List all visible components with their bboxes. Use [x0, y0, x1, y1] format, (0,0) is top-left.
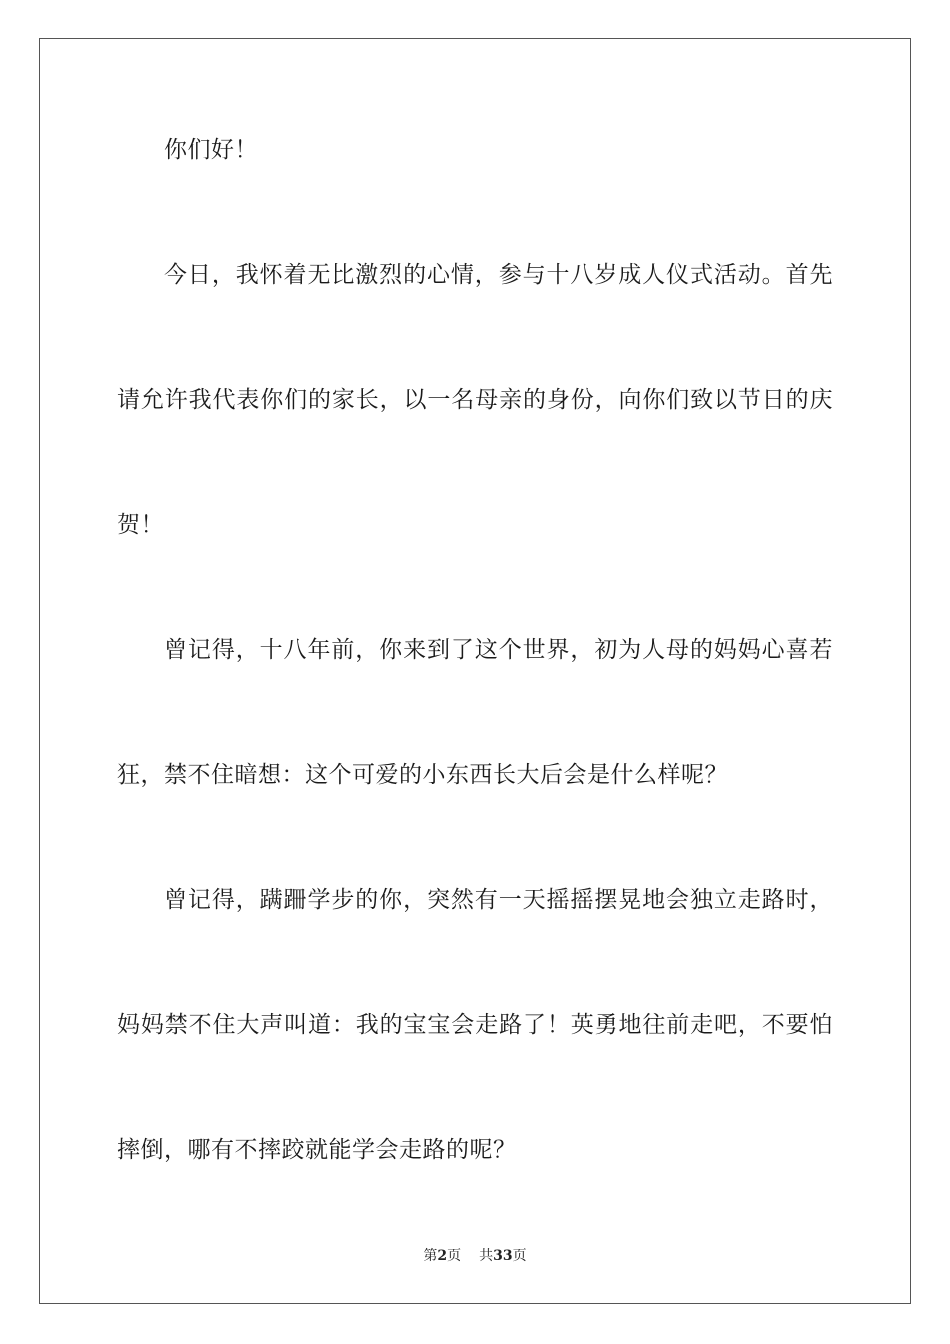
paragraph-3-line-3: 摔倒，哪有不摔跤就能学会走路的呢？ — [117, 1137, 517, 1163]
paragraph-1-line-3: 贺！ — [117, 512, 164, 538]
total-prefix: 共 — [479, 1248, 494, 1264]
paragraph-3-line-2: 妈妈禁不住大声叫道：我的宝宝会走路了！英勇地往前走吧，不要怕 — [117, 1012, 833, 1038]
page-suffix: 页 — [447, 1248, 462, 1264]
paragraph-2-line-1: 曾记得，十八年前，你来到了这个世界，初为人母的妈妈心喜若 — [164, 637, 833, 663]
page-border — [39, 38, 911, 1304]
greeting-line: 你们好！ — [164, 137, 258, 163]
paragraph-3-line-1: 曾记得，蹒跚学步的你，突然有一天摇摇摆晃地会独立走路时， — [164, 887, 833, 913]
paragraph-1-line-2: 请允许我代表你们的家长，以一名母亲的身份，向你们致以节日的庆 — [117, 387, 833, 413]
page-footer — [0, 1246, 950, 1266]
paragraph-2-line-2: 狂，禁不住暗想：这个可爱的小东西长大后会是什么样呢？ — [117, 762, 728, 788]
page-prefix: 第 — [423, 1248, 438, 1264]
total-suffix: 页 — [512, 1248, 527, 1264]
page-number: 2 — [437, 1248, 448, 1264]
total-pages: 33 — [493, 1248, 513, 1264]
paragraph-1-line-1: 今日，我怀着无比激烈的心情，参与十八岁成人仪式活动。首先 — [164, 262, 833, 288]
